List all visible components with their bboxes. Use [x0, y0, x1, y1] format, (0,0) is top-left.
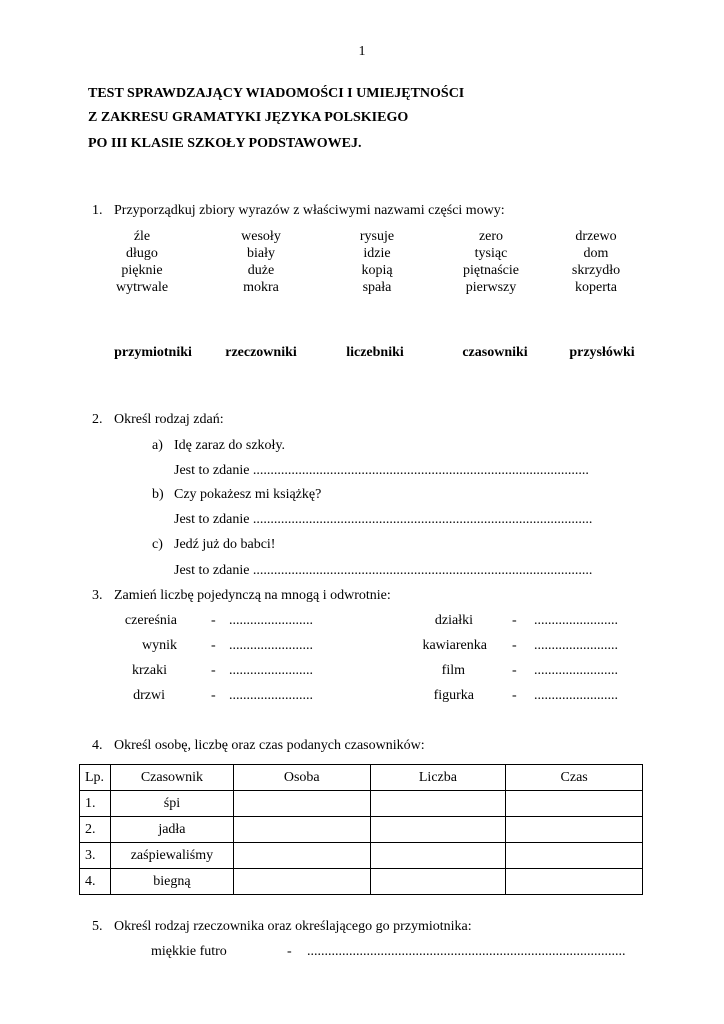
sentence-text: Idę zaraz do szkoły. [174, 438, 286, 453]
word: kopią [361, 263, 393, 278]
answer-cell[interactable] [506, 817, 643, 843]
word: drzewo [575, 229, 617, 244]
category-label: czasowniki [462, 345, 528, 360]
blank-line[interactable]: ........................ [229, 688, 313, 703]
phrase-item: miękkie futro [151, 944, 227, 959]
word: źle [133, 229, 151, 244]
word: skrzydło [571, 263, 621, 278]
singular-plural-word: wynik [142, 638, 177, 653]
question-text: Określ rodzaj zdań: [114, 412, 224, 427]
answer-cell[interactable] [233, 869, 370, 895]
word: mokra [243, 280, 279, 295]
word-group-5 [541, 228, 651, 296]
answer-cell[interactable] [233, 817, 370, 843]
question-number: 4. [92, 738, 103, 753]
word: rysuje [359, 229, 395, 244]
row-number: 1. [80, 791, 111, 817]
row-number: 4. [80, 869, 111, 895]
title-line-1: TEST SPRAWDZAJĄCY WIADOMOŚCI I UMIEJĘTNOŚCI [88, 86, 465, 101]
word: wesoły [241, 229, 281, 244]
word: idzie [363, 246, 391, 261]
answer-cell[interactable] [506, 843, 643, 869]
word-group-4 [436, 228, 546, 296]
blank-line[interactable]: ........................ [229, 638, 313, 653]
word: piętnaście [463, 263, 519, 278]
word-group-1 [87, 228, 197, 296]
question-text: Przyporządkuj zbiory wyrazów z właściwymi nazwami części mowy: [114, 203, 505, 218]
table-row [80, 791, 643, 817]
word-group-2 [206, 228, 316, 296]
word: tysiąc [474, 246, 508, 261]
dash: - [287, 944, 292, 959]
singular-plural-word: krzaki [132, 663, 167, 678]
item-letter: b) [152, 487, 164, 502]
title-line-3: PO III KLASIE SZKOŁY PODSTAWOWEJ. [88, 136, 362, 151]
header-cell: Liczba [370, 765, 506, 791]
header-cell: Czasownik [110, 765, 233, 791]
category-label: liczebniki [346, 345, 404, 360]
blank-line[interactable]: ........................ [229, 663, 313, 678]
dash: - [512, 613, 517, 628]
question-1 [92, 203, 505, 219]
dash: - [211, 613, 216, 628]
singular-plural-word: czereśnia [124, 613, 177, 628]
sentence-a [152, 438, 285, 454]
blank-line[interactable]: ........................ [534, 613, 618, 628]
word: biały [247, 246, 275, 261]
title-line-2: Z ZAKRESU GRAMATYKI JĘZYKA POLSKIEGO [88, 110, 409, 125]
question-4 [92, 738, 425, 754]
verb-cell: zaśpiewaliśmy [110, 843, 233, 869]
verbs-table [79, 764, 643, 895]
question-text: Zamień liczbę pojedynczą na mnogą i odwrotnie: [114, 588, 391, 603]
header-cell: Czas [506, 765, 643, 791]
verb-cell: biegną [110, 869, 233, 895]
answer-cell[interactable] [370, 869, 506, 895]
row-number: 3. [80, 843, 111, 869]
blank-line[interactable]: ........................ [229, 613, 313, 628]
answer-cell[interactable] [506, 869, 643, 895]
word: wytrwale [115, 280, 169, 295]
verb-cell: jadła [110, 817, 233, 843]
verb-cell: śpi [110, 791, 233, 817]
dash: - [211, 663, 216, 678]
word: dom [583, 246, 609, 261]
answer-cell[interactable] [370, 791, 506, 817]
answer-cell[interactable] [233, 791, 370, 817]
word: spała [362, 280, 392, 295]
question-number: 1. [92, 203, 103, 218]
dash: - [512, 638, 517, 653]
word-group-3 [322, 228, 432, 296]
question-5 [92, 919, 472, 935]
table-row [80, 869, 643, 895]
singular-plural-word: kawiarenka [422, 638, 487, 653]
header-cell: Osoba [233, 765, 370, 791]
question-number: 3. [92, 588, 103, 603]
word: koperta [575, 280, 617, 295]
dash: - [211, 688, 216, 703]
question-text: Określ osobę, liczbę oraz czas podanych czasowników: [114, 738, 425, 753]
category-label: przysłówki [569, 345, 635, 360]
table-header-row [80, 765, 643, 791]
singular-plural-word: drzwi [133, 688, 165, 703]
header-cell: Lp. [80, 765, 111, 791]
sentence-text: Jedź już do babci! [174, 537, 276, 552]
item-letter: a) [152, 438, 163, 453]
sentence-c [152, 537, 275, 553]
blank-line[interactable]: ........................ [534, 688, 618, 703]
answer-line-b[interactable]: Jest to zdanie ................................................................................................. [174, 512, 593, 527]
question-text: Określ rodzaj rzeczownika oraz określającego go przymiotnika: [114, 919, 472, 934]
answer-cell[interactable] [233, 843, 370, 869]
answer-cell[interactable] [506, 791, 643, 817]
question-3 [92, 588, 391, 604]
blank-line[interactable]: ........................ [534, 638, 618, 653]
word: duże [247, 263, 275, 278]
sentence-b [152, 487, 321, 503]
page-number: 1 [358, 44, 366, 59]
singular-plural-word: figurka [433, 688, 474, 703]
question-2 [92, 412, 224, 428]
table-row [80, 817, 643, 843]
dash: - [512, 663, 517, 678]
answer-line-c[interactable]: Jest to zdanie ................................................................................................. [174, 563, 593, 578]
row-number: 2. [80, 817, 111, 843]
word: pięknie [121, 263, 163, 278]
table-row [80, 843, 643, 869]
blank-line[interactable]: ........................................................................................... [307, 944, 626, 959]
blank-line[interactable]: ........................ [534, 663, 618, 678]
question-number: 5. [92, 919, 103, 934]
singular-plural-word: film [441, 663, 465, 678]
category-label: przymiotniki [114, 345, 192, 360]
answer-line-a[interactable]: Jest to zdanie ................................................................................................ [174, 463, 589, 478]
word: zero [478, 229, 504, 244]
word: pierwszy [465, 280, 517, 295]
dash: - [211, 638, 216, 653]
sentence-text: Czy pokażesz mi książkę? [174, 487, 322, 502]
item-letter: c) [152, 537, 163, 552]
word: długo [126, 246, 158, 261]
question-number: 2. [92, 412, 103, 427]
dash: - [512, 688, 517, 703]
answer-cell[interactable] [370, 817, 506, 843]
answer-cell[interactable] [370, 843, 506, 869]
singular-plural-word: działki [434, 613, 473, 628]
category-label: rzeczowniki [225, 345, 297, 360]
